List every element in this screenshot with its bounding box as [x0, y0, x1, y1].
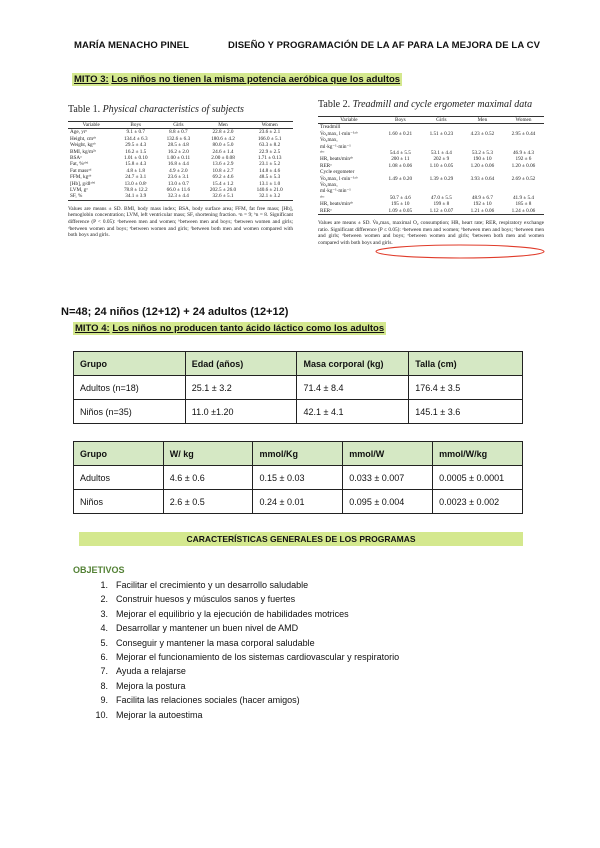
table1-cell: 34.1 ± 3.9	[114, 193, 157, 200]
table1-cell: Weight, kgᵃᵇ	[70, 142, 96, 149]
table1-cell: 80.0 ± 5.0	[212, 142, 234, 149]
objective-number: 6.	[100, 652, 108, 663]
table1-figure	[68, 104, 293, 239]
table2-cell	[380, 124, 421, 131]
table2-cell: 53.1 ± 4.4	[430, 150, 452, 157]
table2-cell: Treadmill	[320, 124, 341, 131]
table2-cell: 202 ± 9	[433, 156, 450, 163]
table1-col-header: Boys	[114, 122, 157, 129]
table1-cell: 15.4 ± 1.2	[212, 180, 234, 187]
table2-cell: 1.39 ± 0.29	[429, 175, 454, 182]
table2-col-header: Girls	[421, 117, 462, 124]
table2-col-header: Men	[462, 117, 503, 124]
objective-number: 7.	[100, 666, 108, 677]
table1-cell: 48.5 ± 5.3	[259, 174, 281, 181]
subjects-note: N=48; 24 niños (12+12) + 24 adultos (12+12)	[61, 306, 289, 318]
table2-cell: ml·kg⁻¹·min⁻¹	[320, 188, 351, 195]
table1-cell: 4.9 ± 2.0	[169, 167, 188, 174]
table2-cell: 1.12 ± 0.07	[421, 208, 462, 215]
table2-cell: 2.69 ± 0.52	[511, 175, 536, 182]
table2-title	[318, 99, 544, 110]
table1-cell: 8.8 ± 0.7	[169, 129, 188, 136]
table2-cell: 46.9 ± 4.3	[512, 150, 534, 157]
objective-text: Facilita las relaciones sociales (hacer amigos)	[116, 695, 300, 706]
table2	[318, 116, 544, 215]
objective-number: 4.	[100, 623, 108, 634]
table1-title	[68, 104, 293, 115]
objective-number: 1.	[100, 580, 108, 590]
table1-cell: 24.7 ± 3.1	[125, 174, 147, 181]
table1-cell: FFM, kgᵃᵇ	[70, 174, 92, 181]
table2-cell: 4.23 ± 0.52	[470, 130, 495, 137]
table2-cell: 200 ± 11	[391, 156, 410, 163]
objective-text: Mejorar el equilibrio y la ejecución de habilidades motrices	[116, 608, 349, 619]
objective-number: 10.	[95, 709, 108, 720]
objective-item	[82, 679, 542, 693]
table3-cell: 42.1 ± 4.1	[297, 400, 409, 424]
table4-col-header: mmol/W	[343, 442, 433, 466]
table4-col-header: Grupo	[74, 442, 164, 466]
table2-col-header: Boys	[380, 117, 421, 124]
table4-lactate	[73, 441, 523, 514]
table2-cell: V̇o₂max,	[320, 182, 338, 189]
table3-cell: 11.0 ±1.20	[185, 400, 297, 424]
table2-cell: 1.09 ± 0.05	[380, 208, 421, 215]
table2-cell: 190 ± 10	[473, 156, 492, 163]
table2-cell: 1.49 ± 0.20	[388, 175, 413, 182]
table2-cell: 50.7 ± 4.6	[389, 194, 411, 201]
table4-cell: 2.6 ± 0.5	[163, 490, 253, 514]
table2-cell: V̇o₂max,	[320, 137, 338, 144]
table2-cell: 1.60 ± 0.21	[388, 130, 413, 137]
table4-col-header: mmol/Kg	[253, 442, 343, 466]
table2-cell: 195 ± 10	[391, 201, 410, 208]
table2-cell: ml·kg⁻¹·min⁻¹	[320, 143, 351, 150]
table1-cell: 24.6 ± 1.4	[212, 148, 234, 155]
table1-footnote: Values are means ± SD. BMI, body mass index; BSA, body surface area; FFM, fat free mass; [Hb], hemoglobin concentration; LVM, left ventricular mass; SF, shortening fraction. ᵃn = 9; ᵇn = 8. Significant difference (P < 0.05): ᵃbetween men and women; ᵇbetween men and boys; ᶜbetween women and girls; ᵈbetween women and boys; ᵉbetween women and girls; ᶠbetween both men and women compared with both boys and girls.	[68, 205, 293, 239]
table1-cell: 16.8 ± 4.4	[167, 161, 189, 168]
table2-cell: 41.9 ± 5.4	[512, 194, 534, 201]
table1-cell: Height, cmᵃᵇ	[70, 135, 97, 142]
table1-cell: 32.6 ± 5.1	[200, 193, 247, 200]
mito3-heading	[72, 73, 402, 86]
table2-cell: ᵃᵇᶜ	[320, 194, 325, 201]
table1-col-header: Girls	[157, 122, 200, 129]
table4-col-header: W/ kg	[163, 442, 253, 466]
table2-cell: HR, beats/minᵃᵇ	[320, 201, 353, 208]
table4-cell: 0.095 ± 0.004	[343, 490, 433, 514]
table2-cell	[421, 124, 462, 131]
objective-text: Ayuda a relajarse	[116, 666, 186, 677]
objective-item	[82, 664, 542, 678]
objective-text: Conseguir y mantener la masa corporal saludable	[116, 637, 315, 648]
table1-cell: 1.01 ± 0.10	[123, 155, 148, 162]
table2-cell: 1.20 ± 0.06	[470, 162, 495, 169]
table1-cell: 69.2 ± 4.6	[212, 174, 234, 181]
author-name: MARÍA MENACHO PINEL	[74, 40, 190, 51]
table3-cell: Niños (n=35)	[74, 400, 186, 424]
table4-cell: 0.033 ± 0.007	[343, 466, 433, 490]
table1-cell: 13.0 ± 0.7	[167, 180, 189, 187]
table4-cell: 0.0023 ± 0.002	[433, 490, 523, 514]
table1-col-header: Men	[200, 122, 247, 129]
table1-cell: 63.3 ± 8.2	[259, 142, 281, 149]
objective-item	[82, 607, 542, 621]
mito4-heading	[73, 322, 386, 335]
table3-cell: 176.4 ± 3.5	[409, 376, 523, 400]
table1-cell: 66.0 ± 11.6	[166, 187, 191, 194]
table3-demographics	[73, 351, 523, 424]
table2-cell: 3.93 ± 0.64	[470, 175, 495, 182]
objective-text: Facilitar el crecimiento y un desarrollo saludable	[116, 580, 309, 590]
table2-cell: RERᵃ	[320, 162, 332, 169]
highlight-ellipse	[376, 245, 544, 258]
table1-cell: 22.8 ± 2.0	[212, 129, 234, 136]
objectives-list	[82, 578, 542, 722]
table1-cell: BMI, kg/m²ᵃ	[70, 148, 97, 155]
table2-cell: 1.10 ± 0.05	[429, 162, 454, 169]
table1	[68, 121, 293, 201]
table4-header-row	[74, 442, 523, 466]
table2-cell: V̇o₂max, l·min⁻¹ᵃᵇ	[320, 130, 358, 137]
document-title: DISEÑO Y PROGRAMACIÓN DE LA AF PARA LA MEJORA DE LA CV	[228, 40, 541, 51]
table2-cell: 185 ± 8	[515, 201, 532, 208]
mito3-label: MITO 3:	[74, 74, 109, 85]
table1-cell: LVM, gᵃ	[70, 187, 88, 194]
table1-row	[68, 193, 293, 200]
table1-cell: 1.71 ± 0.13	[257, 155, 282, 162]
table1-cell: 166.0 ± 5.1	[257, 135, 282, 142]
table1-cell: Fat, %ᵃᵇᵈ	[70, 161, 89, 168]
table1-row	[68, 129, 293, 136]
table4-cell: 4.6 ± 0.6	[163, 466, 253, 490]
table1-cell: 140.6 ± 21.0	[256, 187, 283, 194]
objective-number: 9.	[100, 695, 108, 706]
table1-cell: BSAᵃ	[70, 155, 82, 162]
table1-cell: 180.6 ± 4.2	[211, 135, 235, 142]
objective-text: Mejora la postura	[116, 680, 186, 691]
table1-cell: 9.1 ± 0.7	[126, 129, 145, 136]
table1-cell: 132.6 ± 6.3	[166, 135, 191, 142]
table4-cell: Niños	[74, 490, 164, 514]
table3-header-row	[74, 352, 523, 376]
table1-cell: SF, %	[68, 193, 114, 200]
table2-col-header: Women	[503, 117, 544, 124]
table2-cell: Cycle ergometer	[320, 169, 355, 176]
table2-cell: ᵃᵇᶜ	[320, 150, 325, 157]
table3-cell: 145.1 ± 3.6	[409, 400, 523, 424]
objective-number: 5.	[100, 637, 108, 648]
table4-cell: 0.0005 ± 0.0001	[433, 466, 523, 490]
table2-cell: 2.95 ± 0.44	[511, 130, 536, 137]
table1-cell: 13.6 ± 2.9	[212, 161, 234, 168]
table4-col-header: mmol/W/kg	[433, 442, 523, 466]
table1-cell: 23.1 ± 5.2	[259, 161, 281, 168]
mito4-label: MITO 4:	[75, 323, 110, 334]
table3-col-header: Masa corporal (kg)	[297, 352, 409, 376]
table2-cell	[462, 124, 503, 131]
table2-cell: 192 ± 6	[515, 156, 532, 163]
table3-col-header: Talla (cm)	[409, 352, 523, 376]
table1-cell: 1.00 ± 0.11	[166, 155, 191, 162]
table4-row	[74, 490, 523, 514]
table1-cell: 23.6 ± 2.1	[259, 129, 281, 136]
table2-cell: 199 ± 8	[433, 201, 450, 208]
table1-cell: Fat massᵃᵈ	[70, 167, 92, 174]
table2-col-header: Variable	[318, 117, 380, 124]
table2-cell: 54.4 ± 5.5	[389, 150, 411, 157]
table1-cell: 134.4 ± 6.3	[123, 135, 148, 142]
table1-title-prefix: Table 1.	[68, 104, 101, 115]
objective-text: Desarrollar y mantener un buen nivel de AMD	[116, 623, 299, 634]
table2-cell: 1.21 ± 0.06	[462, 208, 503, 215]
objective-item	[82, 592, 542, 606]
table1-title-italic: Physical characteristics of subjects	[102, 104, 244, 115]
table1-cell: 32.3 ± 4.4	[157, 193, 200, 200]
table2-cell: 1.24 ± 0.06	[503, 208, 544, 215]
table2-cell	[503, 124, 544, 131]
objective-item	[82, 693, 542, 707]
objective-number: 8.	[100, 680, 108, 691]
table2-cell: 53.2 ± 5.3	[471, 150, 493, 157]
table3-col-header: Grupo	[74, 352, 186, 376]
highlight-ellipse-shape	[376, 245, 544, 258]
table2-cell: V̇o₂max, l·min⁻¹ᵃᵇ	[320, 175, 358, 182]
table1-cell: 16.2 ± 1.5	[125, 148, 147, 155]
table1-cell: 78.8 ± 12.2	[123, 187, 148, 194]
programs-title: CARACTERÍSTICAS GENERALES DE LOS PROGRAMAS	[79, 532, 523, 546]
table1-cell: Age, yrᵃ	[70, 129, 87, 136]
table1-cell: 29.5 ± 4.3	[125, 142, 147, 149]
objective-text: Mejorar la autoestima	[116, 709, 203, 720]
objective-text: Mejorar el funcionamiento de los sistemas cardiovascular y respiratorio	[116, 652, 400, 663]
mito4-text: Los niños no producen tanto ácido láctico como los adultos	[112, 323, 385, 334]
table1-cell: 15.8 ± 4.3	[125, 161, 147, 168]
table2-cell: 192 ± 10	[473, 201, 492, 208]
table1-col-header: Women	[246, 122, 293, 129]
table4-cell: 0.15 ± 0.03	[253, 466, 343, 490]
objective-number: 2.	[100, 594, 108, 605]
table3-cell: 25.1 ± 3.2	[185, 376, 297, 400]
objective-item	[82, 578, 542, 592]
table1-cell: 13.0 ± 0.8ᶜ	[124, 180, 147, 187]
objective-item	[82, 621, 542, 635]
table2-cell: HR, beats/minᵃᵇ	[320, 156, 353, 163]
table1-cell: 32.1 ± 3.2	[246, 193, 293, 200]
table1-cell: 16.2 ± 2.0	[167, 148, 189, 155]
table1-cell: 28.5 ± 4.8	[167, 142, 189, 149]
table1-cell: 13.1 ± 1.0	[259, 180, 281, 187]
table2-figure	[318, 99, 544, 246]
table1-cell: 4.8 ± 1.8	[126, 167, 145, 174]
table1-cell: 14.8 ± 4.6	[259, 167, 281, 174]
table1-cell: 10.8 ± 2.7	[212, 167, 234, 174]
table2-cell: 1.51 ± 0.23	[429, 130, 454, 137]
table2-title-prefix: Table 2.	[318, 99, 351, 110]
table1-cell: [Hb], g/dlᵃᵇᵈ	[70, 180, 96, 187]
table4-row	[74, 466, 523, 490]
table4-cell: 0.24 ± 0.01	[253, 490, 343, 514]
objective-number: 3.	[100, 608, 108, 619]
table2-title-italic: Treadmill and cycle ergometer maximal data	[352, 99, 533, 110]
mito3-text: Los niños no tienen la misma potencia aeróbica que los adultos	[111, 74, 401, 85]
table1-cell: 22.9 ± 2.5	[259, 148, 281, 155]
table2-row	[318, 208, 544, 215]
table1-col-header: Variable	[68, 122, 114, 129]
table4-cell: Adultos	[74, 466, 164, 490]
table2-footnote: Values are means ± SD. V̇o₂max, maximal O₂ consumption; HR, heart rate; RER, respiratory exchange ratio. Significant difference (P ≤ 0.05): ᵃbetween men and women; ᵇbetween men and boys; ᶜbetween men and girls; ᵈbetween women and boys; ᵉbetween women and girls; ᶠbetween both men and women compared with both boys and girls.	[318, 220, 544, 246]
objective-item	[82, 708, 542, 722]
objective-item	[82, 636, 542, 650]
table1-cell: 202.5 ± 26.0	[209, 187, 237, 194]
table2-cell: 48.9 ± 6.7	[471, 194, 493, 201]
objective-text: Construir huesos y músculos sanos y fuertes	[116, 594, 296, 605]
table2-cell: 47.0 ± 5.5	[430, 194, 452, 201]
table3-col-header: Edad (años)	[185, 352, 297, 376]
table2-cell: 1.20 ± 0.06	[511, 162, 536, 169]
table1-cell: 2.00 ± 0.08	[211, 155, 235, 162]
objectives-title: OBJETIVOS	[73, 565, 125, 575]
table2-cell: RERᵃ	[318, 208, 380, 215]
table2-row	[318, 124, 544, 131]
table3-row	[74, 400, 523, 424]
table3-row	[74, 376, 523, 400]
table3-cell: Adultos (n=18)	[74, 376, 186, 400]
table3-cell: 71.4 ± 8.4	[297, 376, 409, 400]
table1-cell: 23.6 ± 3.1	[167, 174, 189, 181]
table2-cell: 1.08 ± 0.06	[388, 162, 413, 169]
objective-item	[82, 650, 542, 664]
